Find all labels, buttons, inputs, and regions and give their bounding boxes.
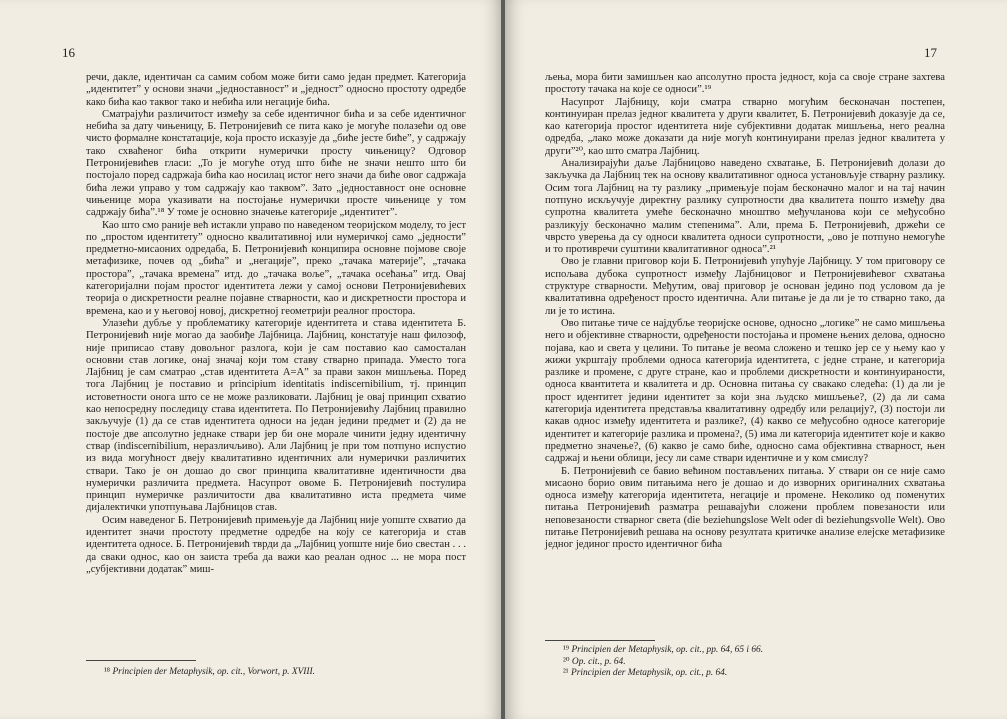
paragraph: Као што смо раније већ истакли управо по наведеном теоријском моделу, то јест по „простом идентитету” односно квалитативној или нумеричкој само „једности” предметно-мисаоних одредаба, Б. Петронијевић конципира основне појмове своје метафизике, почев од „бића” и „негације”, преко „тачака материје”, „тачака простора”, „тачака времена” итд. до „тачака воље”, „тачака осећања” итд. Овај категоријални појам простог идентитета лежи у самој основи Петронијевићевих теорија о дискретности реалне појавне стварности, као и дискретности простора и времена, као и у његовој новој, дискретној геометрији реалног простора. — [86, 219, 466, 317]
footnote-number: ²⁰ — [563, 656, 570, 667]
footnote-number: ²¹ — [563, 668, 569, 679]
paragraph: Насупрот Лајбницу, који сматра стварно могућим бесконачан постепен, континуиран прелаз једног квалитета у други квалитет, Б. Петронијевић доказује да се, као категорија простог идентитета није субјективни додатак мишљења, него реална одредба, „лако може доказати да није могућ континуирани прелаз једног квалитета у други”²⁰, као што сматра Лајбниц. — [545, 96, 945, 157]
footnote — [563, 668, 943, 680]
paragraph: Б. Петронијевић се бавио већином постављених питања. У ствари он се није само мисаоно борио овим питањима него је дошао и до изворних оригиналних схватања односа између категорија идентитета, негације и промене. Неколико од поменутих питања Петронијевић разматра решавајући сложени проблем повезаности или неповезаности стварног света (die beziehungslose Welt oder di beziehungsvolle Welt). Ово питање Петронијевић решава на основу резултата критичке анализе елејске метафизике једног јединог просто идентичног бића — [545, 465, 945, 551]
footnote-divider — [86, 660, 196, 661]
footnote — [104, 667, 464, 679]
paragraph: Ово је главни приговор који Б. Петронијевић упућује Лајбницу. У том приговору се испољава дубока супротност између Лајбницовог и Петронијевићевог схватања структуре стварности. Међутим, овај приговор је основан једино под условом да је квалитативна одређеност просто идентична. Али питање је да ли је то стварно тако, да ли је то истина. — [545, 256, 945, 317]
paragraph: речи, дакле, идентичан са самим собом може бити само један предмет. Категорија „идентитет” у основи значи „једноставност” и „једност” односно простоту одредбе како бића као таквог тако и небића или негације бића. — [86, 72, 466, 108]
footnote — [563, 657, 943, 669]
footnote-text: Principien der Metaphysik, op. cit., p. 64. — [570, 668, 728, 679]
paragraph: Анализирајући даље Лајбницово наведено схватање, Б. Петронијевић долази до закључка да Лајбниц тек на основу квалитативног односа установљује стварну разлику. Осим тога Лајбниц на ту разлику „примењује појам бесконачно малог и на тај начин потпуно искључује директну разлику супротности два квалитета пошто између два супротна квалитета умеће бесконачно мноштво међучланова који се међусобно разликују бесконачно малим степенима”. Али, према Б. Петронијевић, држећи се чврсто уверења да су односи квалитета односи супротности, „ово је потпуно немогуће и то противречи суштини квалитативног односа”.²¹ — [545, 158, 945, 256]
footnote-text: Principien der Metaphysik, op. cit., pp. 64, 65 i 66. — [571, 645, 764, 655]
footnote-text: Op. cit., p. 64. — [571, 656, 626, 667]
footnotes — [104, 667, 464, 679]
footnote-divider — [545, 640, 655, 641]
paragraph: Осим наведеног Б. Петронијевић примењује да Лајбниц није уопште схватио да идентитет значи простоту предметне одредбе на коју се категорија и став идентитета односе. Б. Петронијевић тврди да „Лајбниц уопште није био свестан . . . да сваки однос, као он заиста треба да важи као реалан однос ... не мора пост „субјективни додатак” миш- — [86, 514, 466, 575]
footnote — [563, 645, 943, 657]
paragraph: Сматрајући различитост између за себе идентичног бића и за себе идентичног небића за дату чињеницу, Б. Петронијевић се пита како је могуће полазећи од ове чисто формалне констатације, која просто исказује да „биће јесте биће”, у садржају тако схваћеног бића открити нумерички просту чињеницу? Одговор Петронијевићев гласи: „То је могуће отуд што биће не значи нешто што би постојало поред садржаја бића као носилац истог него значи да биће овог садржаја бића лежи управо у том садржају као таквом”. Зато „једноставност оне основне чињенице мора указивати на постојање нумерички просте чињенице у том садржају бића”.¹⁸ У томе је основно значење категорије „идентитет”. — [86, 108, 466, 219]
page-body — [545, 72, 945, 552]
footnote-number: ¹⁸ — [104, 667, 111, 677]
page-number: 16 — [62, 45, 75, 60]
paragraph: Улазећи дубље у проблематику категорије идентитета и става идентитета Б. Петронијевић није могао да заобиђе Лајбница. Лајбниц, констатује наш филозоф, није приписао ставу довољног разлога, који је сам поставио као самосталан основни став логике, онај значај који том ставу стварно припада. Уместо тога Лајбниц је сам сматрао „став идентитета A=A” за прави закон мишљења. Поред тога Лајбниц је поставио и principium identitatis indiscernibilium, тј. принцип истоветности онога што се не може разликовати. Лајбниц је овај принцип схватио као непосредну последицу става идентитета. По Петронијевићу Лајбниц правилно закључује (1) да се став идентитета односи на један једини предмет и (2) да не постоје две апсолутно једнаке ствари јер би оне морале чинити једну идентичну ствар (indiscernibilium, неразличљиво). Али Лајбниц је при том потпуно испустио из вида могућност двеју квалитативно идентичних али нумерички различитих ствари. Тако је он дошао до свог принципа квалитативне идентичности два нумерички различита предмета. Насупрот овоме Б. Петронијевић постулира принцип нумеричке различитости два квалитативно иста предмета чиме дијалектички употпуњава Лајбницов став. — [86, 317, 466, 514]
right-page — [505, 0, 1007, 719]
footnotes — [563, 645, 943, 680]
page-body — [86, 72, 466, 576]
paragraph: љења, мора бити замишљен као апсолутно проста једност, која са своје стране захтева простоту тачака на које се односи”.¹⁹ — [545, 72, 945, 96]
page-number: 17 — [924, 45, 937, 60]
left-page — [0, 0, 502, 719]
footnote-text: Principien der Metaphysik, op. cit., Vorwort, p. XVIII. — [112, 667, 316, 677]
footnote-number: ¹⁹ — [563, 645, 570, 655]
paragraph: Ово питање тиче се најдубље теоријске основе, односно „логике” не само мишљења него и објективне стварности, одређености постојања и промене њених делова, односно појава, као и света у целини. То питање је веома сложено и тешко јер се у њему као у жижи укрштају проблеми односа категорија идентитета, с једне стране, и категорија разлике и промене, с друге стране, као и проблеми дискретности и континуираности, односа квантитета и квалитета и др. Основна питања су свакако следећа: (1) да ли је прост идентитет једини идентитет за који зна људско мишљење?, (2) да ли сама категорија идентитета представља квалитативну одредбу или релацију?, (3) постоји ли какав однос између идентитета и разлике?, (4) какво се међусобно односе категорије идентитет и категорије разлика и промена?, (5) има ли категорија идентитет које и какво предметно значење?, (6) какво је само биће, односно сама објективна стварност, њен садржај и њени облици, јесу ли саме ствари идентичне и у ком смислу? — [545, 317, 945, 465]
